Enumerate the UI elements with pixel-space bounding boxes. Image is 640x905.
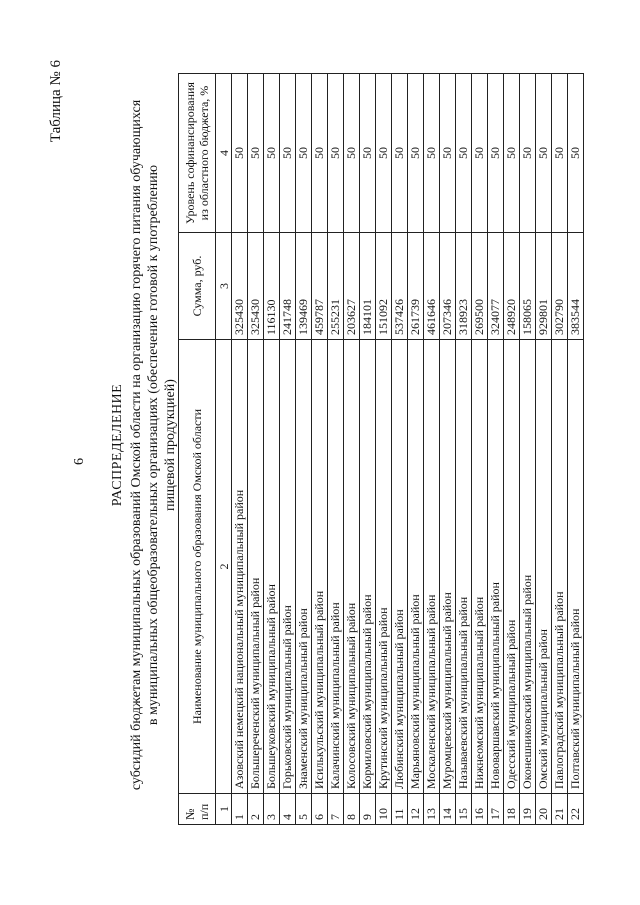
table-row xyxy=(344,74,360,825)
document-heading xyxy=(110,55,179,835)
cell-name: Нижнеомский муниципальный район xyxy=(472,340,488,794)
cell-name: Кормиловский муниципальный район xyxy=(360,340,376,794)
table-row xyxy=(280,74,296,825)
table-row xyxy=(392,74,408,825)
cell-num: 10 xyxy=(376,794,392,825)
column-number: 3 xyxy=(216,233,232,340)
cell-share: 50 xyxy=(344,74,360,233)
cell-num: 1 xyxy=(232,794,248,825)
header-name: Наименование муниципального образования Омской области xyxy=(179,340,216,794)
cell-sum: 151092 xyxy=(376,233,392,340)
cell-num: 15 xyxy=(456,794,472,825)
cell-share: 50 xyxy=(392,74,408,233)
cell-name: Азовский немецкий национальный муниципальный район xyxy=(232,340,248,794)
table-row xyxy=(312,74,328,825)
cell-name: Омский муниципальный район xyxy=(536,340,552,794)
cell-share: 50 xyxy=(312,74,328,233)
cell-num: 2 xyxy=(248,794,264,825)
cell-sum: 302790 xyxy=(552,233,568,340)
cell-num: 7 xyxy=(328,794,344,825)
cell-share: 50 xyxy=(408,74,424,233)
table-row xyxy=(232,74,248,825)
table-body xyxy=(232,74,584,825)
cell-name: Оконешниковский муниципальный район xyxy=(520,340,536,794)
table-header-row xyxy=(179,74,216,825)
cell-sum: 383544 xyxy=(568,233,584,340)
cell-sum: 324077 xyxy=(488,233,504,340)
cell-name: Крутинский муниципальный район xyxy=(376,340,392,794)
cell-sum: 241748 xyxy=(280,233,296,340)
cell-num: 9 xyxy=(360,794,376,825)
cell-name: Называевский муниципальный район xyxy=(456,340,472,794)
cell-share: 50 xyxy=(568,74,584,233)
cell-name: Павлоградский муниципальный район xyxy=(552,340,568,794)
cell-name: Москаленский муниципальный район xyxy=(424,340,440,794)
column-numbering-row xyxy=(216,74,232,825)
table-row xyxy=(536,74,552,825)
cell-share: 50 xyxy=(488,74,504,233)
document-title: РАСПРЕДЕЛЕНИЕ xyxy=(110,383,125,507)
cell-sum: 318923 xyxy=(456,233,472,340)
table-row xyxy=(264,74,280,825)
cell-sum: 537426 xyxy=(392,233,408,340)
table-row xyxy=(456,74,472,825)
cell-num: 16 xyxy=(472,794,488,825)
cell-num: 22 xyxy=(568,794,584,825)
subtitle-line: субсидий бюджетам муниципальных образований Омской области на организацию горячего питания обучающихся xyxy=(129,99,144,791)
cell-sum: 459787 xyxy=(312,233,328,340)
cell-sum: 139469 xyxy=(296,233,312,340)
cell-share: 50 xyxy=(456,74,472,233)
cell-num: 21 xyxy=(552,794,568,825)
column-number: 1 xyxy=(216,794,232,825)
cell-sum: 207346 xyxy=(440,233,456,340)
cell-sum: 929801 xyxy=(536,233,552,340)
subtitle-line: пищевой продукцией) xyxy=(163,379,178,511)
cell-share: 50 xyxy=(520,74,536,233)
table-row xyxy=(360,74,376,825)
cell-share: 50 xyxy=(440,74,456,233)
cell-name: Знаменский муниципальный район xyxy=(296,340,312,794)
cell-name: Большеуковский муниципальный район xyxy=(264,340,280,794)
cell-sum: 325430 xyxy=(232,233,248,340)
column-number: 2 xyxy=(216,340,232,794)
cell-name: Нововаршавский муниципальный район xyxy=(488,340,504,794)
cell-num: 6 xyxy=(312,794,328,825)
header-sum: Сумма, руб. xyxy=(179,233,216,340)
cell-share: 50 xyxy=(376,74,392,233)
table-row xyxy=(488,74,504,825)
cell-share: 50 xyxy=(424,74,440,233)
cell-sum: 184101 xyxy=(360,233,376,340)
cell-sum: 203627 xyxy=(344,233,360,340)
table-row xyxy=(440,74,456,825)
document-subtitle xyxy=(128,55,179,835)
cell-num: 19 xyxy=(520,794,536,825)
cell-num: 11 xyxy=(392,794,408,825)
table-label: Таблица № 6 xyxy=(48,60,64,143)
cell-share: 50 xyxy=(328,74,344,233)
cell-sum: 461646 xyxy=(424,233,440,340)
cell-sum: 255231 xyxy=(328,233,344,340)
cell-sum: 248920 xyxy=(504,233,520,340)
table-row xyxy=(408,74,424,825)
table-row xyxy=(568,74,584,825)
cell-share: 50 xyxy=(536,74,552,233)
cell-sum: 261739 xyxy=(408,233,424,340)
cell-num: 14 xyxy=(440,794,456,825)
cell-num: 20 xyxy=(536,794,552,825)
cell-name: Любинский муниципальный район xyxy=(392,340,408,794)
cell-name: Одесский муниципальный район xyxy=(504,340,520,794)
table-row xyxy=(248,74,264,825)
cell-name: Колосовский муниципальный район xyxy=(344,340,360,794)
cell-sum: 269500 xyxy=(472,233,488,340)
cell-share: 50 xyxy=(296,74,312,233)
header-num: № п/п xyxy=(179,794,216,825)
table-row xyxy=(504,74,520,825)
cell-share: 50 xyxy=(472,74,488,233)
cell-share: 50 xyxy=(248,74,264,233)
cell-num: 8 xyxy=(344,794,360,825)
cell-sum: 116130 xyxy=(264,233,280,340)
column-number: 4 xyxy=(216,74,232,233)
cell-share: 50 xyxy=(264,74,280,233)
cell-sum: 325430 xyxy=(248,233,264,340)
page-number: 6 xyxy=(72,458,87,465)
cell-name: Марьяновский муниципальный район xyxy=(408,340,424,794)
cell-name: Муромцевский муниципальный район xyxy=(440,340,456,794)
table-row xyxy=(424,74,440,825)
cell-num: 13 xyxy=(424,794,440,825)
cell-share: 50 xyxy=(552,74,568,233)
table-row xyxy=(328,74,344,825)
cell-num: 12 xyxy=(408,794,424,825)
cell-share: 50 xyxy=(504,74,520,233)
cell-share: 50 xyxy=(232,74,248,233)
header-share: Уровень софинансирования из областного бюджета, % xyxy=(179,74,216,233)
subtitle-line: в муниципальных общеобразовательных организациях (обеспечение готовой к употреблению xyxy=(146,164,161,726)
table-row xyxy=(520,74,536,825)
cell-num: 17 xyxy=(488,794,504,825)
table-row xyxy=(552,74,568,825)
table-row xyxy=(296,74,312,825)
cell-num: 3 xyxy=(264,794,280,825)
cell-name: Исилькульский муниципальный район xyxy=(312,340,328,794)
table-row xyxy=(376,74,392,825)
cell-name: Калачинский муниципальный район xyxy=(328,340,344,794)
cell-name: Большереченский муниципальный район xyxy=(248,340,264,794)
cell-share: 50 xyxy=(360,74,376,233)
cell-name: Полтавский муниципальный район xyxy=(568,340,584,794)
cell-share: 50 xyxy=(280,74,296,233)
cell-num: 4 xyxy=(280,794,296,825)
distribution-table xyxy=(178,73,584,825)
cell-num: 5 xyxy=(296,794,312,825)
table-row xyxy=(472,74,488,825)
cell-sum: 158065 xyxy=(520,233,536,340)
cell-name: Горьковский муниципальный район xyxy=(280,340,296,794)
cell-num: 18 xyxy=(504,794,520,825)
